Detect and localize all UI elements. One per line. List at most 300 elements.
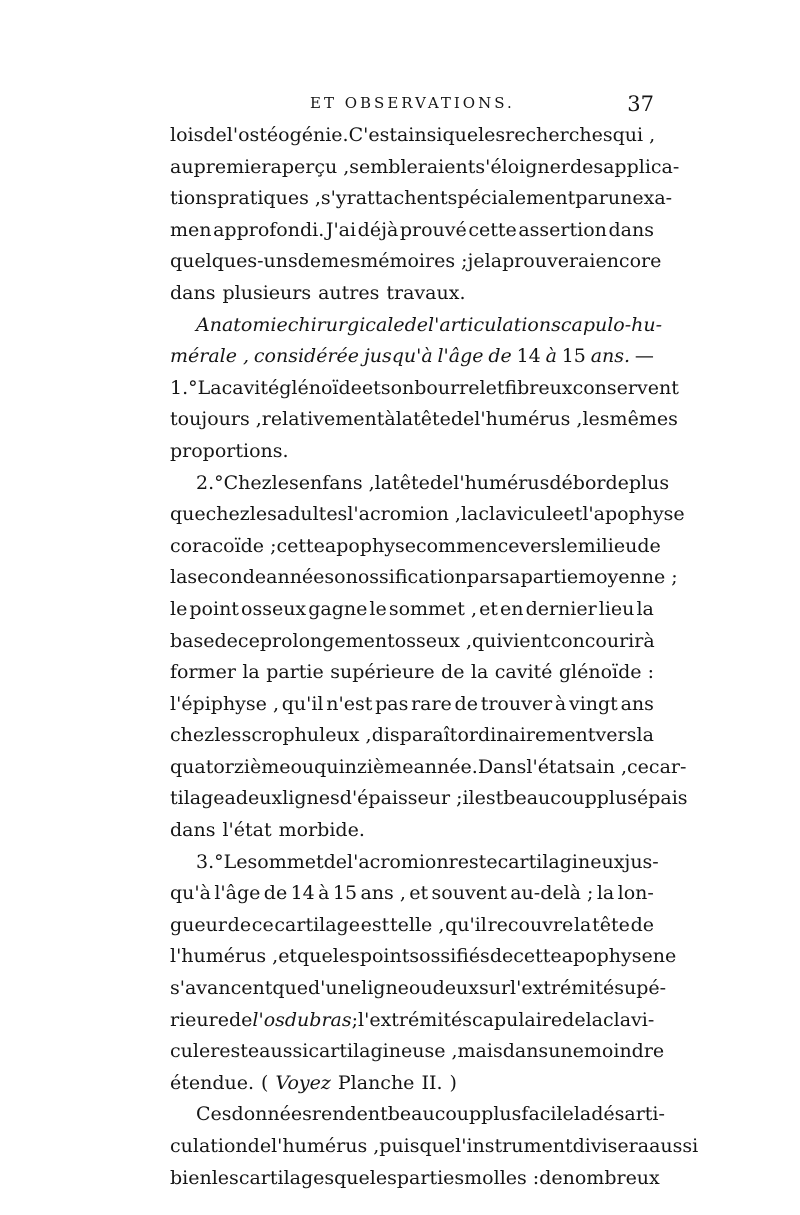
word: prouverai xyxy=(502,250,596,273)
word: l'os xyxy=(252,1008,285,1031)
word: exa- xyxy=(632,187,673,210)
word: facile xyxy=(521,1103,574,1126)
word: former xyxy=(170,661,236,684)
word: points xyxy=(359,945,420,968)
word: ossification xyxy=(357,566,467,589)
text-line xyxy=(170,1163,660,1195)
word: l'apophyse xyxy=(582,503,685,526)
word: ne xyxy=(652,945,677,968)
text-line xyxy=(170,783,688,815)
word: aperçu , xyxy=(270,155,350,178)
word: s'éloigner xyxy=(475,155,570,178)
word: dans xyxy=(170,819,216,842)
word: Dans xyxy=(477,755,527,778)
word: les xyxy=(369,1166,397,1189)
word: plus xyxy=(628,471,670,494)
text-line xyxy=(170,310,663,342)
text-line xyxy=(170,657,654,689)
word: quinzième xyxy=(314,755,414,778)
word: cette xyxy=(276,534,325,557)
word: données xyxy=(231,1103,312,1126)
word: trouver xyxy=(480,692,553,715)
word: gueur xyxy=(170,913,227,936)
word: de xyxy=(214,629,238,652)
word: et xyxy=(563,503,583,526)
word: car- xyxy=(648,755,687,778)
word: en xyxy=(500,597,524,620)
word: puisque xyxy=(379,1135,456,1157)
word: beaucoup xyxy=(387,1103,482,1126)
word: il xyxy=(462,787,475,810)
word: glénoïde xyxy=(279,376,362,399)
word: l'humérus , xyxy=(271,1135,380,1157)
word: disparaît xyxy=(371,724,458,747)
word: la xyxy=(395,408,414,431)
word: commence xyxy=(415,534,520,557)
word: une xyxy=(548,1040,584,1063)
word: sembleraient xyxy=(349,155,476,178)
word: encore xyxy=(595,250,662,273)
word: point xyxy=(189,597,239,620)
word: osseux xyxy=(241,597,307,620)
word: culation xyxy=(170,1135,248,1157)
text-line xyxy=(170,278,654,310)
text-line xyxy=(170,531,661,563)
word: l'instrument xyxy=(455,1135,573,1157)
word: rattachent xyxy=(346,187,448,210)
word: ce xyxy=(237,629,260,652)
word: d'épaisseur ; xyxy=(339,787,463,810)
word: premier xyxy=(193,155,271,178)
word: coracoïde ; xyxy=(170,534,277,557)
word: osseux , xyxy=(394,629,473,652)
word: Chez xyxy=(223,471,272,494)
word: conservent xyxy=(572,376,679,399)
word: tête xyxy=(413,408,451,431)
word: concourir xyxy=(550,629,644,652)
word: parties xyxy=(396,1166,465,1189)
word: cartilagineuse , xyxy=(308,1040,458,1063)
word: moyenne ; xyxy=(578,566,678,589)
word: chez xyxy=(205,503,250,526)
word: cule xyxy=(170,1040,211,1063)
word: année. xyxy=(413,755,478,778)
word: souvent xyxy=(431,882,507,905)
text-line xyxy=(170,1068,654,1100)
word: plus xyxy=(596,787,637,810)
word: scrophuleux , xyxy=(241,724,372,747)
word: quelques-uns xyxy=(170,250,298,273)
word: seconde xyxy=(187,566,267,589)
word: 1.° xyxy=(170,376,198,399)
word: la xyxy=(242,661,260,684)
word: ce xyxy=(627,755,649,778)
word: molles : xyxy=(464,1166,540,1189)
word: les xyxy=(478,124,506,146)
word: ou xyxy=(290,755,315,778)
word: de xyxy=(297,250,322,273)
word: morbide. xyxy=(278,819,365,842)
word: fibreux xyxy=(504,376,573,399)
word: men xyxy=(170,218,212,241)
word: d'une xyxy=(308,977,362,1000)
word: chez xyxy=(170,724,215,747)
text-line xyxy=(170,815,654,847)
word: la xyxy=(585,1008,603,1031)
text-line xyxy=(170,1005,654,1037)
word: qui , xyxy=(612,124,656,146)
text-line xyxy=(170,1099,665,1131)
word: II. xyxy=(421,1071,443,1094)
word: 14 xyxy=(290,882,315,905)
word: clavi- xyxy=(603,1008,655,1031)
text-line xyxy=(170,152,680,184)
word: partie xyxy=(266,661,324,684)
word: sa xyxy=(499,566,521,589)
word: divisera xyxy=(572,1135,650,1157)
word: mêmes xyxy=(609,408,678,431)
word: à xyxy=(545,345,557,368)
word: à xyxy=(384,408,396,431)
word: l'épiphyse , xyxy=(170,692,279,715)
word: un xyxy=(607,187,633,210)
word: spécialement xyxy=(447,187,576,210)
word: toujours , xyxy=(170,408,262,431)
word: l'articulation xyxy=(428,313,552,336)
word: la xyxy=(573,1103,592,1126)
word: mémoires ; xyxy=(360,250,468,273)
word: l'humérus , xyxy=(474,408,583,431)
word: quatorzième xyxy=(170,755,291,778)
word: partie xyxy=(520,566,579,589)
page-body xyxy=(170,120,699,1194)
word: au-delà ; xyxy=(510,882,594,905)
word: la xyxy=(460,503,479,526)
word: considérée xyxy=(253,345,360,368)
word: année xyxy=(266,566,325,589)
word: l'acromion , xyxy=(347,503,461,526)
word: les xyxy=(211,1166,239,1189)
word: de xyxy=(441,661,465,684)
word: cartilage xyxy=(274,913,360,936)
word: déjà xyxy=(357,218,399,241)
word: et xyxy=(278,945,298,968)
word: mais xyxy=(457,1040,503,1063)
word: son xyxy=(324,566,358,589)
text-line xyxy=(170,594,654,626)
word: vers xyxy=(519,534,561,557)
word: ; xyxy=(351,1008,359,1031)
text-line xyxy=(170,941,677,973)
text-line xyxy=(170,120,654,152)
word: le xyxy=(369,597,387,620)
text-line xyxy=(170,215,654,247)
word: cette xyxy=(468,218,517,241)
word: l'humérus xyxy=(453,471,550,494)
word: applica- xyxy=(603,155,680,178)
word: de xyxy=(227,913,252,936)
word: de xyxy=(450,408,475,431)
word: chirurgicale xyxy=(287,313,405,336)
word: à xyxy=(554,692,567,715)
word: tions xyxy=(170,187,218,210)
word: dans xyxy=(608,218,654,241)
word: 2.° xyxy=(196,471,224,494)
word: la xyxy=(596,882,615,905)
running-title: ET OBSERVATIONS. xyxy=(310,94,515,112)
word: sur xyxy=(478,977,511,1000)
word: l'ostéogénie. xyxy=(226,124,349,146)
text-line xyxy=(170,720,654,752)
word: de xyxy=(637,534,661,557)
word: que xyxy=(442,124,479,146)
word: de xyxy=(404,313,429,336)
word: ligne xyxy=(361,977,409,1000)
word: vers xyxy=(595,724,637,747)
word: plus xyxy=(481,1103,522,1126)
word: prolongement xyxy=(259,629,395,652)
word: l'âge xyxy=(437,345,484,368)
word: cartilages xyxy=(238,1166,335,1189)
word: ossifiés xyxy=(419,945,490,968)
word: Anatomie xyxy=(196,313,288,336)
word: ( xyxy=(261,1071,269,1094)
word: supérieure xyxy=(330,661,435,684)
word: déborde xyxy=(549,471,629,494)
word: ou xyxy=(408,977,433,1000)
word: que xyxy=(272,977,309,1000)
word: moindre xyxy=(583,1040,665,1063)
word: l'état xyxy=(526,755,576,778)
word: de xyxy=(323,850,348,873)
text-line xyxy=(170,910,654,942)
page-header xyxy=(170,92,654,122)
word: le xyxy=(560,534,578,557)
word: J'ai xyxy=(325,218,357,241)
word: qu'il xyxy=(281,692,324,715)
word: les xyxy=(271,471,299,494)
word: je xyxy=(467,250,485,273)
word: lignes xyxy=(282,787,340,810)
word: La xyxy=(197,376,222,399)
word: rieure xyxy=(170,1008,229,1031)
word: vingt xyxy=(568,692,618,715)
word: vient xyxy=(502,629,551,652)
word: enfans , xyxy=(298,471,375,494)
text-line xyxy=(170,468,670,500)
word: mérale , xyxy=(170,345,250,368)
word: deux xyxy=(432,977,479,1000)
word: ordinairement xyxy=(457,724,596,747)
word: l'état xyxy=(222,819,272,842)
word: autres xyxy=(318,281,380,304)
word: son xyxy=(380,376,415,399)
word: assertion xyxy=(518,218,607,241)
word: recouvre xyxy=(487,913,574,936)
word: tête xyxy=(392,471,430,494)
word: et xyxy=(409,882,429,905)
word: cartilagineux xyxy=(497,850,625,873)
word: de xyxy=(454,692,478,715)
word: de xyxy=(247,1135,272,1157)
word: prouvé xyxy=(399,218,467,241)
word: l'humérus , xyxy=(170,945,279,968)
word: la xyxy=(573,913,592,936)
word: pas xyxy=(375,692,409,715)
word: la xyxy=(636,597,654,620)
word: s'y xyxy=(320,187,347,210)
word: la xyxy=(636,724,654,747)
word: — xyxy=(634,345,654,368)
word: ans xyxy=(620,692,654,715)
word: qui xyxy=(472,629,503,652)
word: les xyxy=(214,724,242,747)
word: de xyxy=(228,1008,253,1031)
word: dans xyxy=(502,1040,549,1063)
word: et xyxy=(361,376,381,399)
word: Le xyxy=(223,850,248,873)
word: par xyxy=(575,187,608,210)
word: qu'il xyxy=(445,913,487,936)
word: bras xyxy=(309,1008,352,1031)
word: les xyxy=(582,408,610,431)
word: Voyez xyxy=(275,1071,331,1094)
word: glénoïde : xyxy=(558,661,654,684)
word: de xyxy=(630,913,654,936)
word: bourrelet xyxy=(414,376,505,399)
text-line xyxy=(170,689,654,721)
text-line xyxy=(170,183,673,215)
word: jusqu'à xyxy=(363,345,433,368)
word: cette xyxy=(513,945,562,968)
word: sain , xyxy=(575,755,628,778)
text-line xyxy=(170,341,654,373)
word: adultes xyxy=(276,503,348,526)
text-line xyxy=(170,373,679,405)
word: sommet , xyxy=(388,597,477,620)
word: pratiques , xyxy=(217,187,321,210)
word: base xyxy=(170,629,215,652)
word: ce xyxy=(251,913,274,936)
word: la xyxy=(484,250,503,273)
text-line xyxy=(170,562,678,594)
word: l'extrémité xyxy=(358,1008,463,1031)
word: reste xyxy=(448,850,498,873)
word: épais xyxy=(636,787,688,810)
word: le xyxy=(170,597,188,620)
text-line xyxy=(170,404,678,436)
word: ans , xyxy=(360,882,406,905)
word: n'est xyxy=(326,692,373,715)
word: gagne xyxy=(308,597,368,620)
word: lois xyxy=(170,124,204,146)
word: recherches xyxy=(505,124,613,146)
word: scapulo-hu- xyxy=(551,313,663,336)
word: Planche xyxy=(337,1071,415,1094)
word: de xyxy=(203,124,227,146)
word: relativement xyxy=(261,408,385,431)
word: scapulaire xyxy=(462,1008,563,1031)
word: nombreux xyxy=(562,1166,660,1189)
word: Ces xyxy=(196,1103,232,1126)
text-line xyxy=(170,847,659,879)
word: s'avancent xyxy=(170,977,273,1000)
word: rare xyxy=(411,692,452,715)
word: 15 xyxy=(561,345,586,368)
word: est xyxy=(474,787,504,810)
word: et xyxy=(479,597,498,620)
text-line xyxy=(170,246,662,278)
text-line xyxy=(170,499,685,531)
word: reste xyxy=(210,1040,260,1063)
word: apophyse xyxy=(561,945,653,968)
text-line xyxy=(170,973,667,1005)
word: telle , xyxy=(390,913,445,936)
word: ans. xyxy=(590,345,631,368)
word: 15 xyxy=(332,882,358,905)
word: de xyxy=(489,945,514,968)
word: sommet xyxy=(247,850,324,873)
word: de xyxy=(429,471,454,494)
word: deux xyxy=(235,787,283,810)
word: aussi xyxy=(259,1040,309,1063)
word: est xyxy=(360,913,390,936)
text-line xyxy=(170,1131,699,1163)
word: la xyxy=(374,471,393,494)
word: dans xyxy=(170,281,216,304)
word: à xyxy=(318,882,330,905)
word: plusieurs xyxy=(222,281,312,304)
word: 14 xyxy=(516,345,541,368)
word: de xyxy=(263,882,288,905)
word: les xyxy=(332,945,360,968)
text-line xyxy=(170,878,654,910)
word: que xyxy=(334,1166,370,1189)
text-line xyxy=(170,1036,665,1068)
word: ainsi xyxy=(396,124,443,146)
word: proportions. xyxy=(170,439,289,462)
word: travaux. xyxy=(386,281,466,304)
word: bien xyxy=(170,1166,212,1189)
word: C'est xyxy=(348,124,397,146)
text-line xyxy=(170,436,654,468)
word: 3.° xyxy=(196,850,224,873)
word: du xyxy=(284,1008,310,1031)
word: cavité xyxy=(221,376,280,399)
word: l'acromion xyxy=(347,850,449,873)
word: tête xyxy=(592,913,630,936)
word: jus- xyxy=(624,850,659,873)
word: de xyxy=(539,1166,563,1189)
word: la xyxy=(170,566,188,589)
word: qu'à xyxy=(170,882,211,905)
word: des xyxy=(569,155,604,178)
word: l'âge xyxy=(214,882,261,905)
word: de xyxy=(562,1008,586,1031)
word: de xyxy=(488,345,512,368)
word: supé- xyxy=(614,977,667,1000)
word: lieu xyxy=(598,597,635,620)
word: approfondi. xyxy=(213,218,325,241)
word: aussi xyxy=(649,1135,699,1157)
word: cavité xyxy=(494,661,553,684)
text-line xyxy=(170,626,654,658)
text-line xyxy=(170,752,687,784)
word: les xyxy=(249,503,277,526)
word: beaucoup xyxy=(503,787,597,810)
word: apophyse xyxy=(324,534,416,557)
word: lon- xyxy=(617,882,654,905)
